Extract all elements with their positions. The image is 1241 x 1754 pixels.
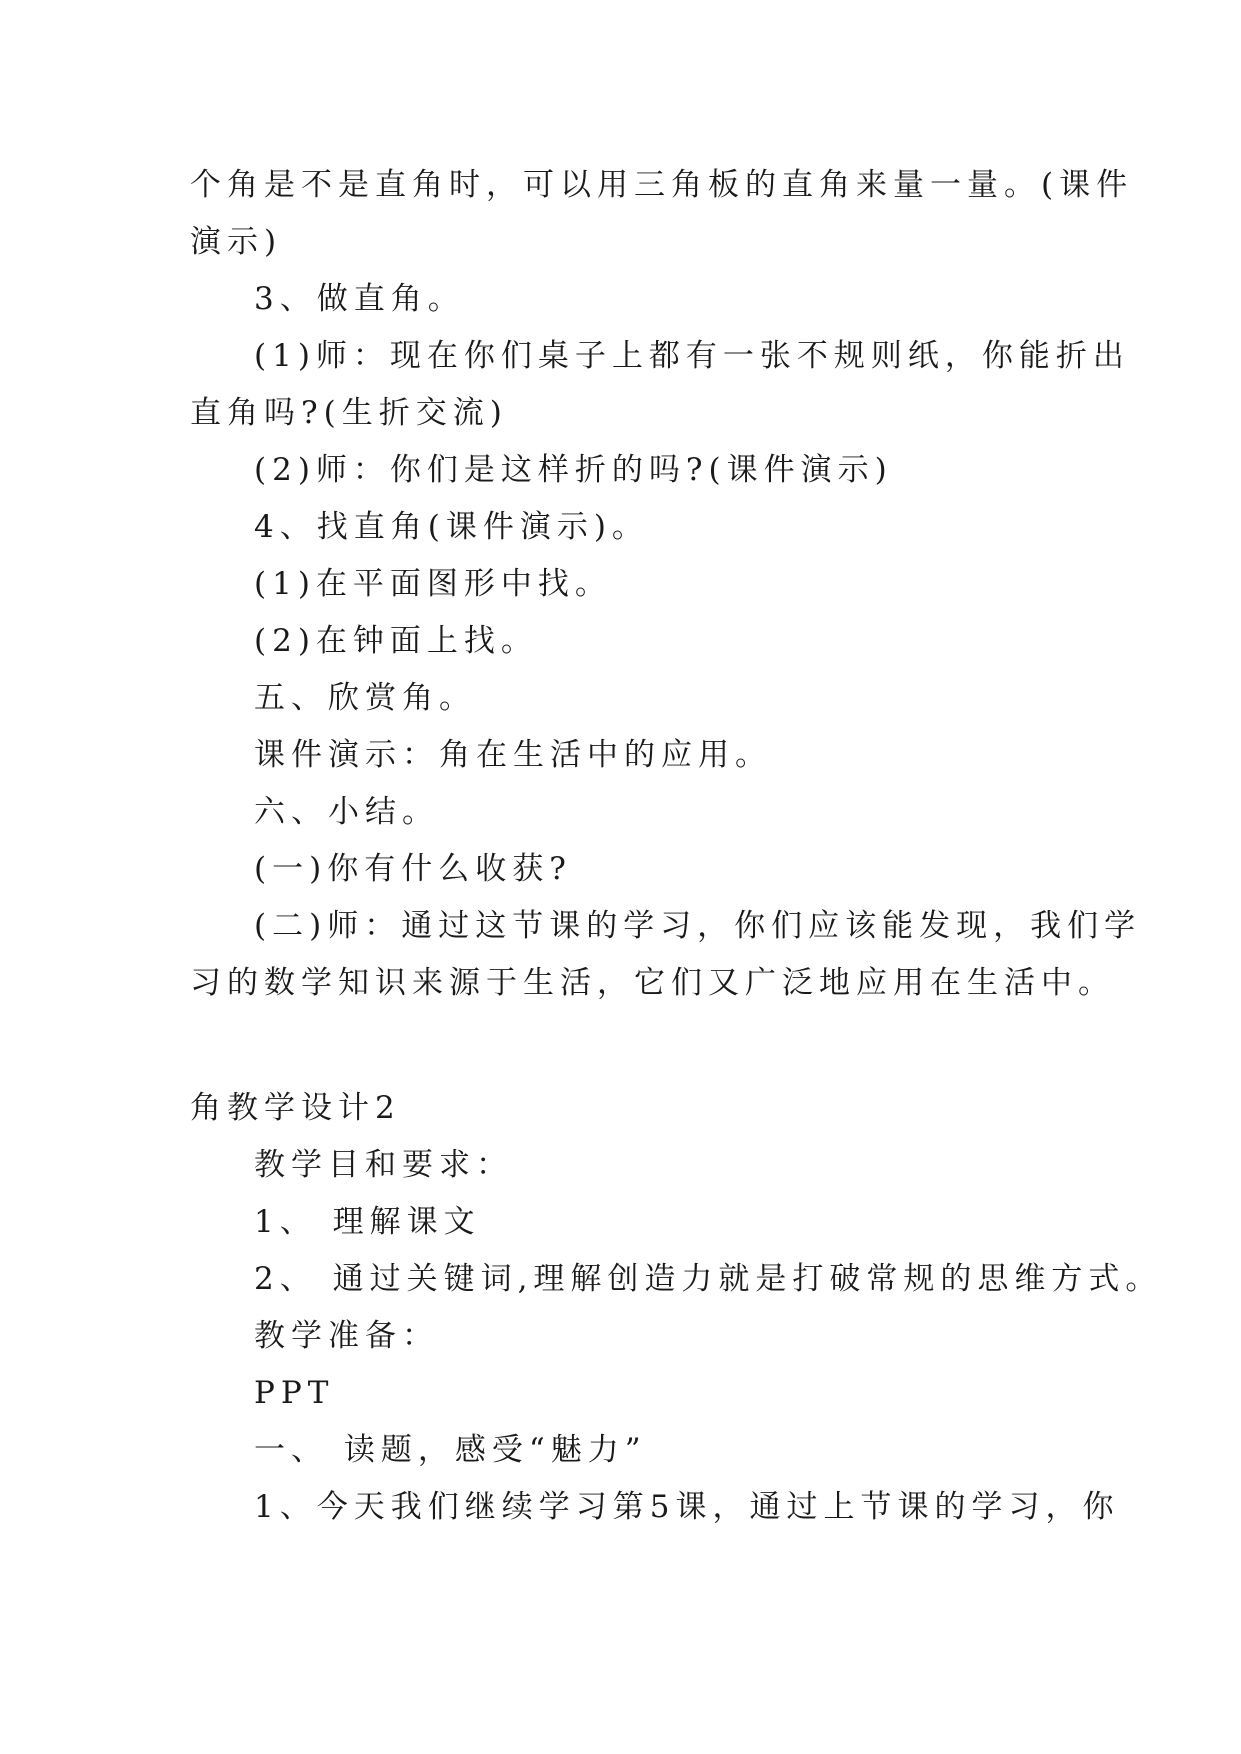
text-line: 直角吗?(生折交流) (190, 395, 508, 431)
text-line: 一、 读题，感受“魅力” (254, 1432, 647, 1468)
text-line: 五、欣赏角。 (254, 680, 476, 716)
text-line: (1)在平面图形中找。 (254, 566, 612, 602)
text-line: (2)师：你们是这样折的吗?(课件演示) (254, 452, 893, 488)
text-line: 1、 理解课文 (254, 1204, 481, 1240)
text-line: (1)师：现在你们桌子上都有一张不规则纸，你能折出 (254, 338, 1130, 374)
text-line: (二)师：通过这节课的学习，你们应该能发现，我们学 (254, 908, 1142, 944)
section-heading: 角教学设计2 (190, 1090, 401, 1126)
text-line: 课件演示：角在生活中的应用。 (254, 737, 772, 773)
text-line: 教学准备： (254, 1318, 439, 1354)
text-line: 个角是不是直角时，可以用三角板的直角来量一量。(课件 (190, 167, 1134, 203)
text-line: 1、今天我们继续学习第5课，通过上节课的学习，你 (254, 1489, 1120, 1525)
text-line: 六、小结。 (254, 794, 439, 830)
text-line: 4、找直角(课件演示)。 (254, 509, 649, 545)
text-line: (2)在钟面上找。 (254, 623, 538, 659)
text-line: 演示) (190, 224, 283, 260)
text-line: 3、做直角。 (254, 281, 465, 317)
text-line: 2、 通过关键词,理解创造力就是打破常规的思维方式。 (254, 1261, 1163, 1297)
text-line: 习的数学知识来源于生活，它们又广泛地应用在生活中。 (190, 965, 1115, 1001)
text-line: 教学目和要求： (254, 1147, 513, 1183)
text-line: PPT (254, 1375, 335, 1411)
text-line: (一)你有什么收获? (254, 851, 572, 887)
